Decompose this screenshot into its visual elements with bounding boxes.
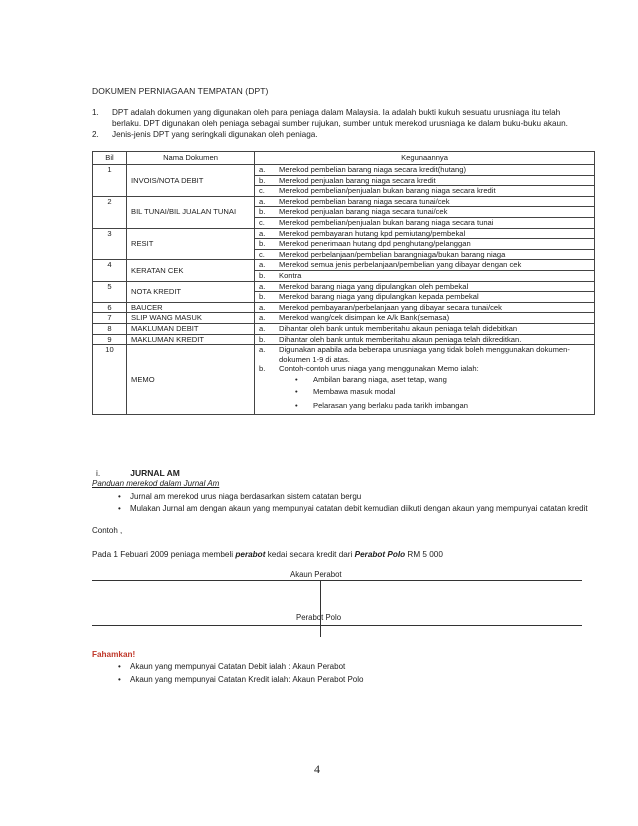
table-row xyxy=(93,165,595,197)
bullet-icon: • xyxy=(295,387,298,397)
table-row xyxy=(93,281,595,302)
usage-item xyxy=(255,175,594,186)
t-account-divider xyxy=(320,625,321,637)
cell-bil: 9 xyxy=(93,334,127,345)
document-name: NOTA KREDIT xyxy=(131,286,182,296)
table-row xyxy=(93,313,595,324)
example-text: kedai secara kredit dari xyxy=(265,550,355,559)
memo-item-b xyxy=(255,364,594,374)
item-text: Merekod perbelanjaan/pembelian barangniaga/bukan barang niaga xyxy=(279,249,506,259)
intro-number: 2. xyxy=(92,130,99,139)
item-letter: a. xyxy=(259,228,266,238)
cell-nama xyxy=(127,196,255,228)
cell-kegunaan xyxy=(255,334,595,345)
cell-bil: 1 xyxy=(93,165,127,197)
fahamkan-title: Fahamkan! xyxy=(92,650,136,659)
memo-item-a xyxy=(255,345,594,364)
item-letter: b. xyxy=(259,292,266,302)
document-name: BIL TUNAI/BIL JUALAN TUNAI xyxy=(131,207,237,217)
item-text: Digunakan apabila ada beberapa urusniaga yang tidak boleh menggunakan dokumen-dokumen 1-9 di atas. xyxy=(279,345,570,364)
header-nama: Nama Dokumen xyxy=(127,152,255,165)
usage-item xyxy=(255,324,594,334)
item-letter: a. xyxy=(259,313,266,323)
document-name: KERATAN CEK xyxy=(131,265,184,275)
item-letter: a. xyxy=(259,345,266,355)
item-text: Merekod pembelian barang niaga secara tunai/cek xyxy=(279,196,450,206)
cell-nama xyxy=(127,313,255,324)
cell-kegunaan xyxy=(255,302,595,313)
usage-item xyxy=(255,335,594,345)
cell-bil: 6 xyxy=(93,302,127,313)
page-number: 4 xyxy=(314,762,320,776)
usage-item xyxy=(255,165,594,175)
document-name: SLIP WANG MASUK xyxy=(131,313,202,323)
usage-item xyxy=(255,313,594,323)
example-sentence xyxy=(92,550,443,559)
t-account-line xyxy=(92,580,582,581)
item-letter: a. xyxy=(259,165,266,174)
cell-nama xyxy=(127,345,255,415)
cell-nama xyxy=(127,281,255,302)
document-name: BAUCER xyxy=(131,302,163,312)
cell-bil: 7 xyxy=(93,313,127,324)
cell-nama xyxy=(127,165,255,197)
item-letter: c. xyxy=(259,249,265,259)
item-letter: b. xyxy=(259,270,266,280)
item-text: Merekod semua jenis perbelanjaan/pembelian yang dibayar dengan cek xyxy=(279,260,522,270)
example-text: Pada 1 Febuari 2009 peniaga membeli xyxy=(92,550,236,559)
document-name: MAKLUMAN KREDIT xyxy=(131,334,204,344)
cell-kegunaan xyxy=(255,323,595,334)
bullet-text: Akaun yang mempunyai Catatan Debit ialah : Akaun Perabot xyxy=(130,662,346,671)
item-letter: b. xyxy=(259,364,266,374)
bullet-text: Ambilan barang niaga, aset tetap, wang xyxy=(313,374,447,384)
document-name: RESIT xyxy=(131,239,154,249)
item-text: Merekod pembayaran/perbelanjaan yang dibayar secara tunai/cek xyxy=(279,302,502,312)
usage-item xyxy=(255,197,594,207)
contoh-label: Contoh , xyxy=(92,526,123,535)
bullet-text: Jurnal am merekod urus niaga berdasarkan sistem catatan bergu xyxy=(130,492,362,501)
jurnal-heading xyxy=(96,468,180,478)
table-row xyxy=(93,196,595,228)
table-row xyxy=(93,260,595,281)
jurnal-title: JURNAL AM xyxy=(130,468,180,478)
item-letter: a. xyxy=(259,302,266,312)
table-row xyxy=(93,334,595,345)
example-item: perabot xyxy=(235,550,266,559)
item-text: Merekod pembelian/penjualan bukan barang niaga secara kredit xyxy=(279,186,496,196)
item-text: Contoh-contoh urus niaga yang menggunakan Memo ialah: xyxy=(279,364,479,374)
bullet-text: Pelarasan yang berlaku pada tarikh imbangan xyxy=(313,401,468,411)
cell-kegunaan xyxy=(255,345,595,415)
table-header-row xyxy=(93,152,595,165)
usage-item xyxy=(255,282,594,292)
item-text: Merekod wang/cek disimpan ke A/k Bank(semasa) xyxy=(279,313,450,323)
usage-item xyxy=(255,291,594,302)
cell-nama xyxy=(127,334,255,345)
item-letter: b. xyxy=(259,334,266,344)
jurnal-guide: Panduan merekod dalam Jurnal Am xyxy=(92,479,220,488)
bullet-icon: • xyxy=(295,374,298,384)
example-supplier: Perabot Polo xyxy=(354,550,406,559)
item-text: Merekod pembelian/penjualan bukan barang niaga secara tunai xyxy=(279,217,494,227)
item-letter: a. xyxy=(259,323,266,333)
memo-bullet xyxy=(255,375,594,385)
t-account-title: Perabot Polo xyxy=(296,613,342,622)
cell-bil: 5 xyxy=(93,281,127,302)
t-account-title: Akaun Perabot xyxy=(290,570,342,579)
table-row-memo xyxy=(93,345,595,415)
bullet-text: Membawa masuk modal xyxy=(313,387,396,397)
bullet-icon: • xyxy=(118,675,121,684)
memo-bullet xyxy=(255,387,594,397)
usage-item xyxy=(255,270,594,281)
item-text: Merekod penjualan barang niaga secara tunai/cek xyxy=(279,207,448,217)
item-letter: c. xyxy=(259,186,265,196)
item-letter: b. xyxy=(259,239,266,249)
item-text: Merekod barang niaga yang dipulangkan kepada pembekal xyxy=(279,292,479,302)
jurnal-number: i. xyxy=(96,468,101,478)
cell-bil: 4 xyxy=(93,260,127,281)
item-letter: a. xyxy=(259,196,266,206)
cell-kegunaan xyxy=(255,165,595,197)
t-account-line xyxy=(92,625,582,626)
cell-kegunaan xyxy=(255,260,595,281)
item-letter: b. xyxy=(259,207,266,217)
cell-kegunaan xyxy=(255,313,595,324)
cell-nama xyxy=(127,323,255,334)
cell-bil: 2 xyxy=(93,196,127,228)
bullet-text: Akaun yang mempunyai Catatan Kredit ialah: Akaun Perabot Polo xyxy=(130,675,364,684)
item-text: Merekod penjualan barang niaga secara kredit xyxy=(279,175,436,185)
document-title: DOKUMEN PERNIAGAAN TEMPATAN (DPT) xyxy=(92,86,269,96)
document-types-table xyxy=(92,151,595,415)
cell-kegunaan xyxy=(255,281,595,302)
usage-item xyxy=(255,185,594,196)
usage-item xyxy=(255,217,594,228)
usage-item xyxy=(255,260,594,270)
usage-item xyxy=(255,229,594,239)
cell-bil: 3 xyxy=(93,228,127,260)
bullet-icon: • xyxy=(118,662,121,671)
cell-bil: 8 xyxy=(93,323,127,334)
item-letter: c. xyxy=(259,217,265,227)
item-text: Merekod penerimaan hutang dpd penghutang/pelanggan xyxy=(279,239,471,249)
table-row xyxy=(93,302,595,313)
bullet-icon: • xyxy=(295,401,298,411)
intro-text: Jenis-jenis DPT yang seringkali digunakan oleh peniaga. xyxy=(112,130,318,139)
item-text: Merekod pembelian barang niaga secara kredit(hutang) xyxy=(279,165,467,174)
item-text: Dihantar oleh bank untuk memberitahu akaun peniaga telah didebitkan xyxy=(279,323,518,333)
header-bil: Bil xyxy=(93,152,127,165)
item-letter: a. xyxy=(259,281,266,291)
intro-number: 1. xyxy=(92,108,99,117)
item-text: Kontra xyxy=(279,270,302,280)
document-name: INVOIS/NOTA DEBIT xyxy=(131,175,204,185)
cell-nama xyxy=(127,302,255,313)
bullet-icon: • xyxy=(118,504,121,513)
cell-kegunaan xyxy=(255,228,595,260)
intro-text: DPT adalah dokumen yang digunakan oleh para peniaga dalam Malaysia. Ia adalah bukti kukuh sesuatu urusniaga itu telah berlaku. DPT digunakan oleh peniaga sebagai sumber rujukan, sumber untuk merekod urusniaga ke dalam buku-buku akaun. xyxy=(112,108,568,128)
table-row xyxy=(93,323,595,334)
bullet-icon: • xyxy=(118,492,121,501)
item-text: Merekod pembayaran hutang kpd pemiutang/pembekal xyxy=(279,228,466,238)
cell-kegunaan xyxy=(255,196,595,228)
bullet-text: Mulakan Jurnal am dengan akaun yang mempunyai catatan debit kemudian diikuti dengan akaun yang mempunyai catatan kredit xyxy=(130,504,588,513)
cell-nama xyxy=(127,228,255,260)
document-name: MAKLUMAN DEBIT xyxy=(131,323,199,333)
memo-bullet xyxy=(255,401,594,411)
cell-bil: 10 xyxy=(93,345,127,415)
item-letter: a. xyxy=(259,260,266,270)
item-letter: b. xyxy=(259,175,266,185)
memo-name: MEMO xyxy=(131,374,155,384)
item-text: Dihantar oleh bank untuk memberitahu akaun peniaga telah dikreditkan. xyxy=(279,334,522,344)
header-kegunaan: Kegunaannya xyxy=(255,152,595,165)
item-text: Merekod barang niaga yang dipulangkan oleh pembekal xyxy=(279,281,469,291)
usage-item xyxy=(255,249,594,260)
example-amount: RM 5 000 xyxy=(405,550,443,559)
usage-item xyxy=(255,206,594,217)
usage-item xyxy=(255,238,594,249)
table-row xyxy=(93,228,595,260)
usage-item xyxy=(255,303,594,313)
cell-nama xyxy=(127,260,255,281)
